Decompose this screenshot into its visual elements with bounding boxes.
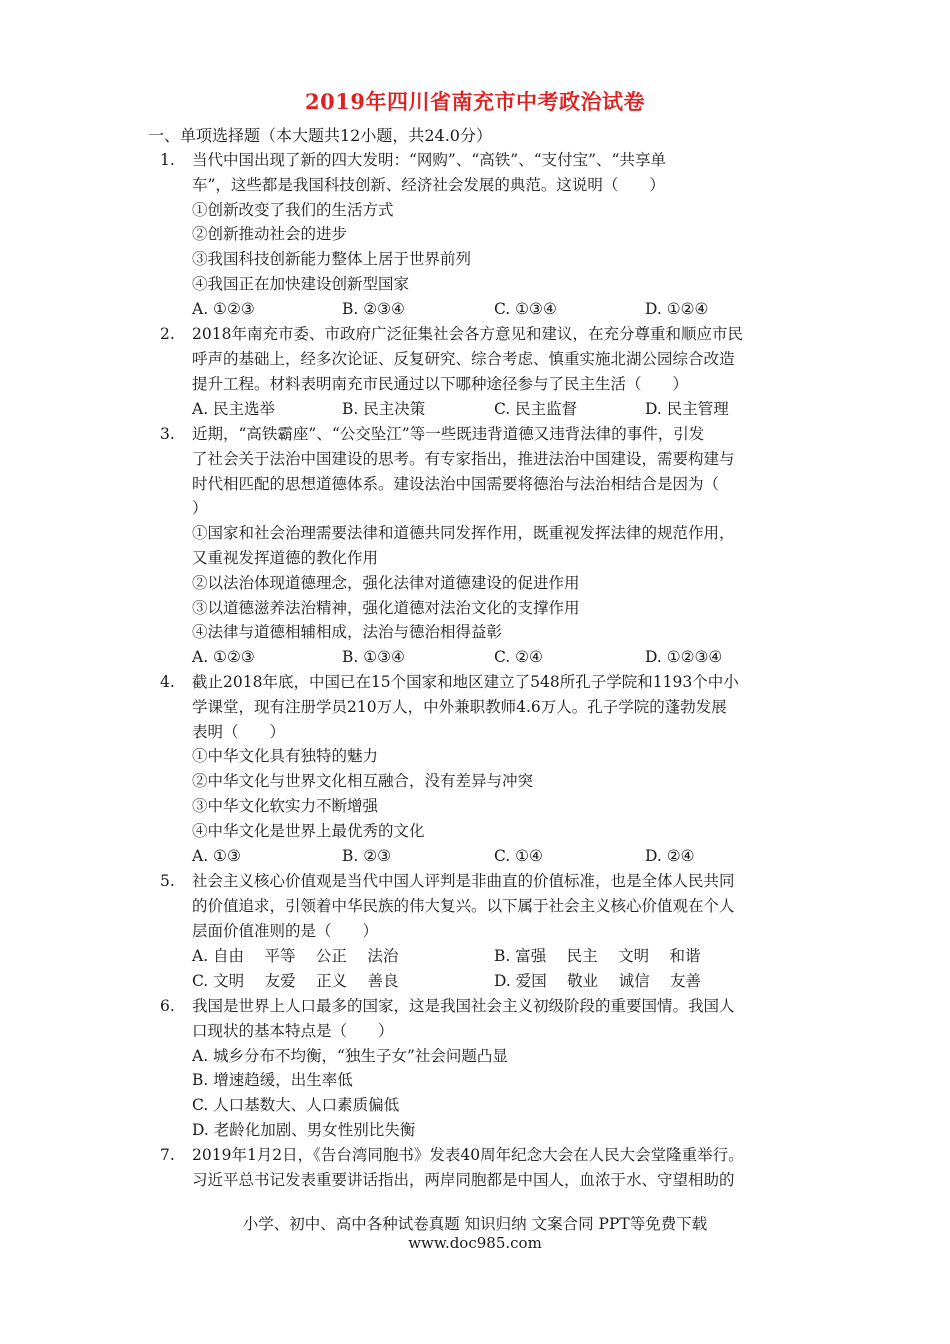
- question-body: [192, 869, 792, 943]
- question-line: 车”，这些都是我国科技创新、经济社会发展的典范。这说明（ ）: [192, 175, 665, 194]
- statement-line: 又重视发挥道德的教化作用: [192, 548, 379, 567]
- option-b: B. 增速趋缓，出生率低: [192, 1071, 353, 1090]
- option-c: C. ①④: [494, 847, 543, 865]
- answer-options: [192, 297, 792, 322]
- question-line: ）: [192, 499, 208, 518]
- option-a: A. 城乡分布不均衡，“独生子女”社会问题凸显: [192, 1046, 508, 1065]
- option-a: A. 民主选举: [192, 400, 276, 418]
- question-body: [192, 422, 792, 645]
- statement-line: ②中华文化与世界文化相互融合，没有差异与冲突: [192, 772, 534, 791]
- answer-options: [192, 969, 792, 994]
- statement-line: ①国家和社会治理需要法律和道德共同发挥作用，既重视发挥法律的规范作用，: [192, 524, 735, 543]
- question-number: 7.: [160, 1146, 175, 1164]
- option-c: C. 文明 友爱 正义 善良: [192, 972, 399, 990]
- option-b: B. ②③: [342, 847, 392, 865]
- statement-line: ④中华文化是世界上最优秀的文化: [192, 821, 425, 840]
- exam-title: 2019年四川省南充市中考政治试卷: [305, 89, 645, 114]
- question-number: 5.: [160, 872, 175, 890]
- option-d: D. 民主管理: [645, 400, 729, 418]
- question-line: 2018年南充市委、市政府广泛征集社会各方意见和建议，在充分尊重和顺应市民: [192, 325, 743, 343]
- question-line: 学课堂，现有注册学员210万人，中外兼职教师4.6万人。孔子学院的蓬勃发展: [192, 697, 727, 716]
- option-d: D. ①②③④: [645, 648, 723, 666]
- question-line: 我国是世界上人口最多的国家，这是我国社会主义初级阶段的重要国情。我国人: [192, 997, 735, 1015]
- question-line: 近期，“高铁霸座”、“公交坠江”等一些既违背道德又违背法律的事件，引发: [192, 425, 705, 443]
- option-b: B. 民主决策: [342, 400, 426, 418]
- question-body: [192, 670, 792, 844]
- answer-options: [192, 645, 792, 670]
- question-body: [192, 148, 792, 297]
- question-line: 呼声的基础上，经多次论证、反复研究、综合考虑、慎重实施北湖公园综合改造: [192, 349, 735, 368]
- question-number: 1.: [160, 151, 175, 169]
- option-a: A. ①②③: [192, 300, 255, 318]
- option-c: C. 人口基数大、人口素质偏低: [192, 1096, 400, 1115]
- statement-line: ③以道德滋养法治精神，强化道德对法治文化的支撑作用: [192, 598, 580, 617]
- question-line: 的价值追求，引领着中华民族的伟大复兴。以下属于社会主义核心价值观在个人: [192, 896, 735, 915]
- question-number: 2.: [160, 325, 175, 343]
- question-line: 了社会关于法治中国建设的思考。有专家指出，推进法治中国建设，需要构建与: [192, 449, 735, 468]
- question-line: 提升工程。材料表明南充市民通过以下哪种途径参与了民主生活（ ）: [192, 374, 689, 393]
- section-heading: 一、单项选择题（本大题共12小题，共24.0分）: [148, 126, 492, 145]
- question-number: 6.: [160, 997, 175, 1015]
- option-c: C. ②④: [494, 648, 543, 666]
- statement-line: ③中华文化软实力不断增强: [192, 796, 379, 815]
- footer-promo-text: 小学、初中、高中各种试卷真题 知识归纳 文案合同 PPT等免费下载: [242, 1215, 708, 1233]
- option-d: D. ①②④: [645, 300, 709, 318]
- option-d: D. 老龄化加剧、男女性别比失衡: [192, 1120, 416, 1139]
- statement-line: ②以法治体现道德理念，强化法律对道德建设的促进作用: [192, 573, 580, 592]
- statement-line: ③我国科技创新能力整体上居于世界前列: [192, 250, 472, 269]
- question-line: 时代相匹配的思想道德体系。建设法治中国需要将德治与法治相结合是因为（: [192, 474, 720, 493]
- question-number: 4.: [160, 673, 175, 691]
- option-a: A. ①②③: [192, 648, 255, 666]
- question-body: [192, 1143, 792, 1193]
- question-line: 口现状的基本特点是（ ）: [192, 1021, 394, 1040]
- answer-options: [192, 944, 792, 969]
- question-line: 层面价值准则的是（ ）: [192, 921, 379, 940]
- option-b: B. 富强 民主 文明 和谐: [494, 947, 701, 965]
- answer-options: [192, 397, 792, 422]
- question-line: 习近平总书记发表重要讲话指出，两岸同胞都是中国人，血浓于水、守望相助的: [192, 1170, 735, 1189]
- question-line: 截止2018年底，中国已在15个国家和地区建立了548所孔子学院和1193个中小: [192, 673, 739, 691]
- question-body: [192, 322, 792, 396]
- footer-website[interactable]: www.doc985.com: [408, 1234, 542, 1252]
- question-line: 表明（ ）: [192, 722, 286, 741]
- statement-line: ④我国正在加快建设创新型国家: [192, 274, 410, 293]
- option-d: D. 爱国 敬业 诚信 友善: [494, 972, 702, 990]
- option-b: B. ②③④: [342, 300, 405, 318]
- statement-line: ①中华文化具有独特的魅力: [192, 747, 379, 766]
- option-d: D. ②④: [645, 847, 695, 865]
- question-line: 当代中国出现了新的四大发明：“网购”、“高铁”、“支付宝”、“共享单: [192, 151, 666, 169]
- statement-line: ①创新改变了我们的生活方式: [192, 200, 394, 219]
- option-b: B. ①③④: [342, 648, 405, 666]
- statement-line: ④法律与道德相辅相成，法治与德治相得益彰: [192, 623, 503, 642]
- question-body: [192, 994, 792, 1143]
- option-a: A. ①③: [192, 847, 241, 865]
- option-c: C. ①③④: [494, 300, 557, 318]
- statement-line: ②创新推动社会的进步: [192, 225, 348, 244]
- question-line: 2019年1月2日，《告台湾同胞书》发表40周年纪念大会在人民大会堂隆重举行。: [192, 1146, 744, 1164]
- question-number: 3.: [160, 425, 175, 443]
- option-c: C. 民主监督: [494, 400, 578, 418]
- answer-options: [192, 844, 792, 869]
- question-line: 社会主义核心价值观是当代中国人评判是非曲直的价值标准，也是全体人民共同: [192, 872, 735, 890]
- option-a: A. 自由 平等 公正 法治: [192, 947, 399, 965]
